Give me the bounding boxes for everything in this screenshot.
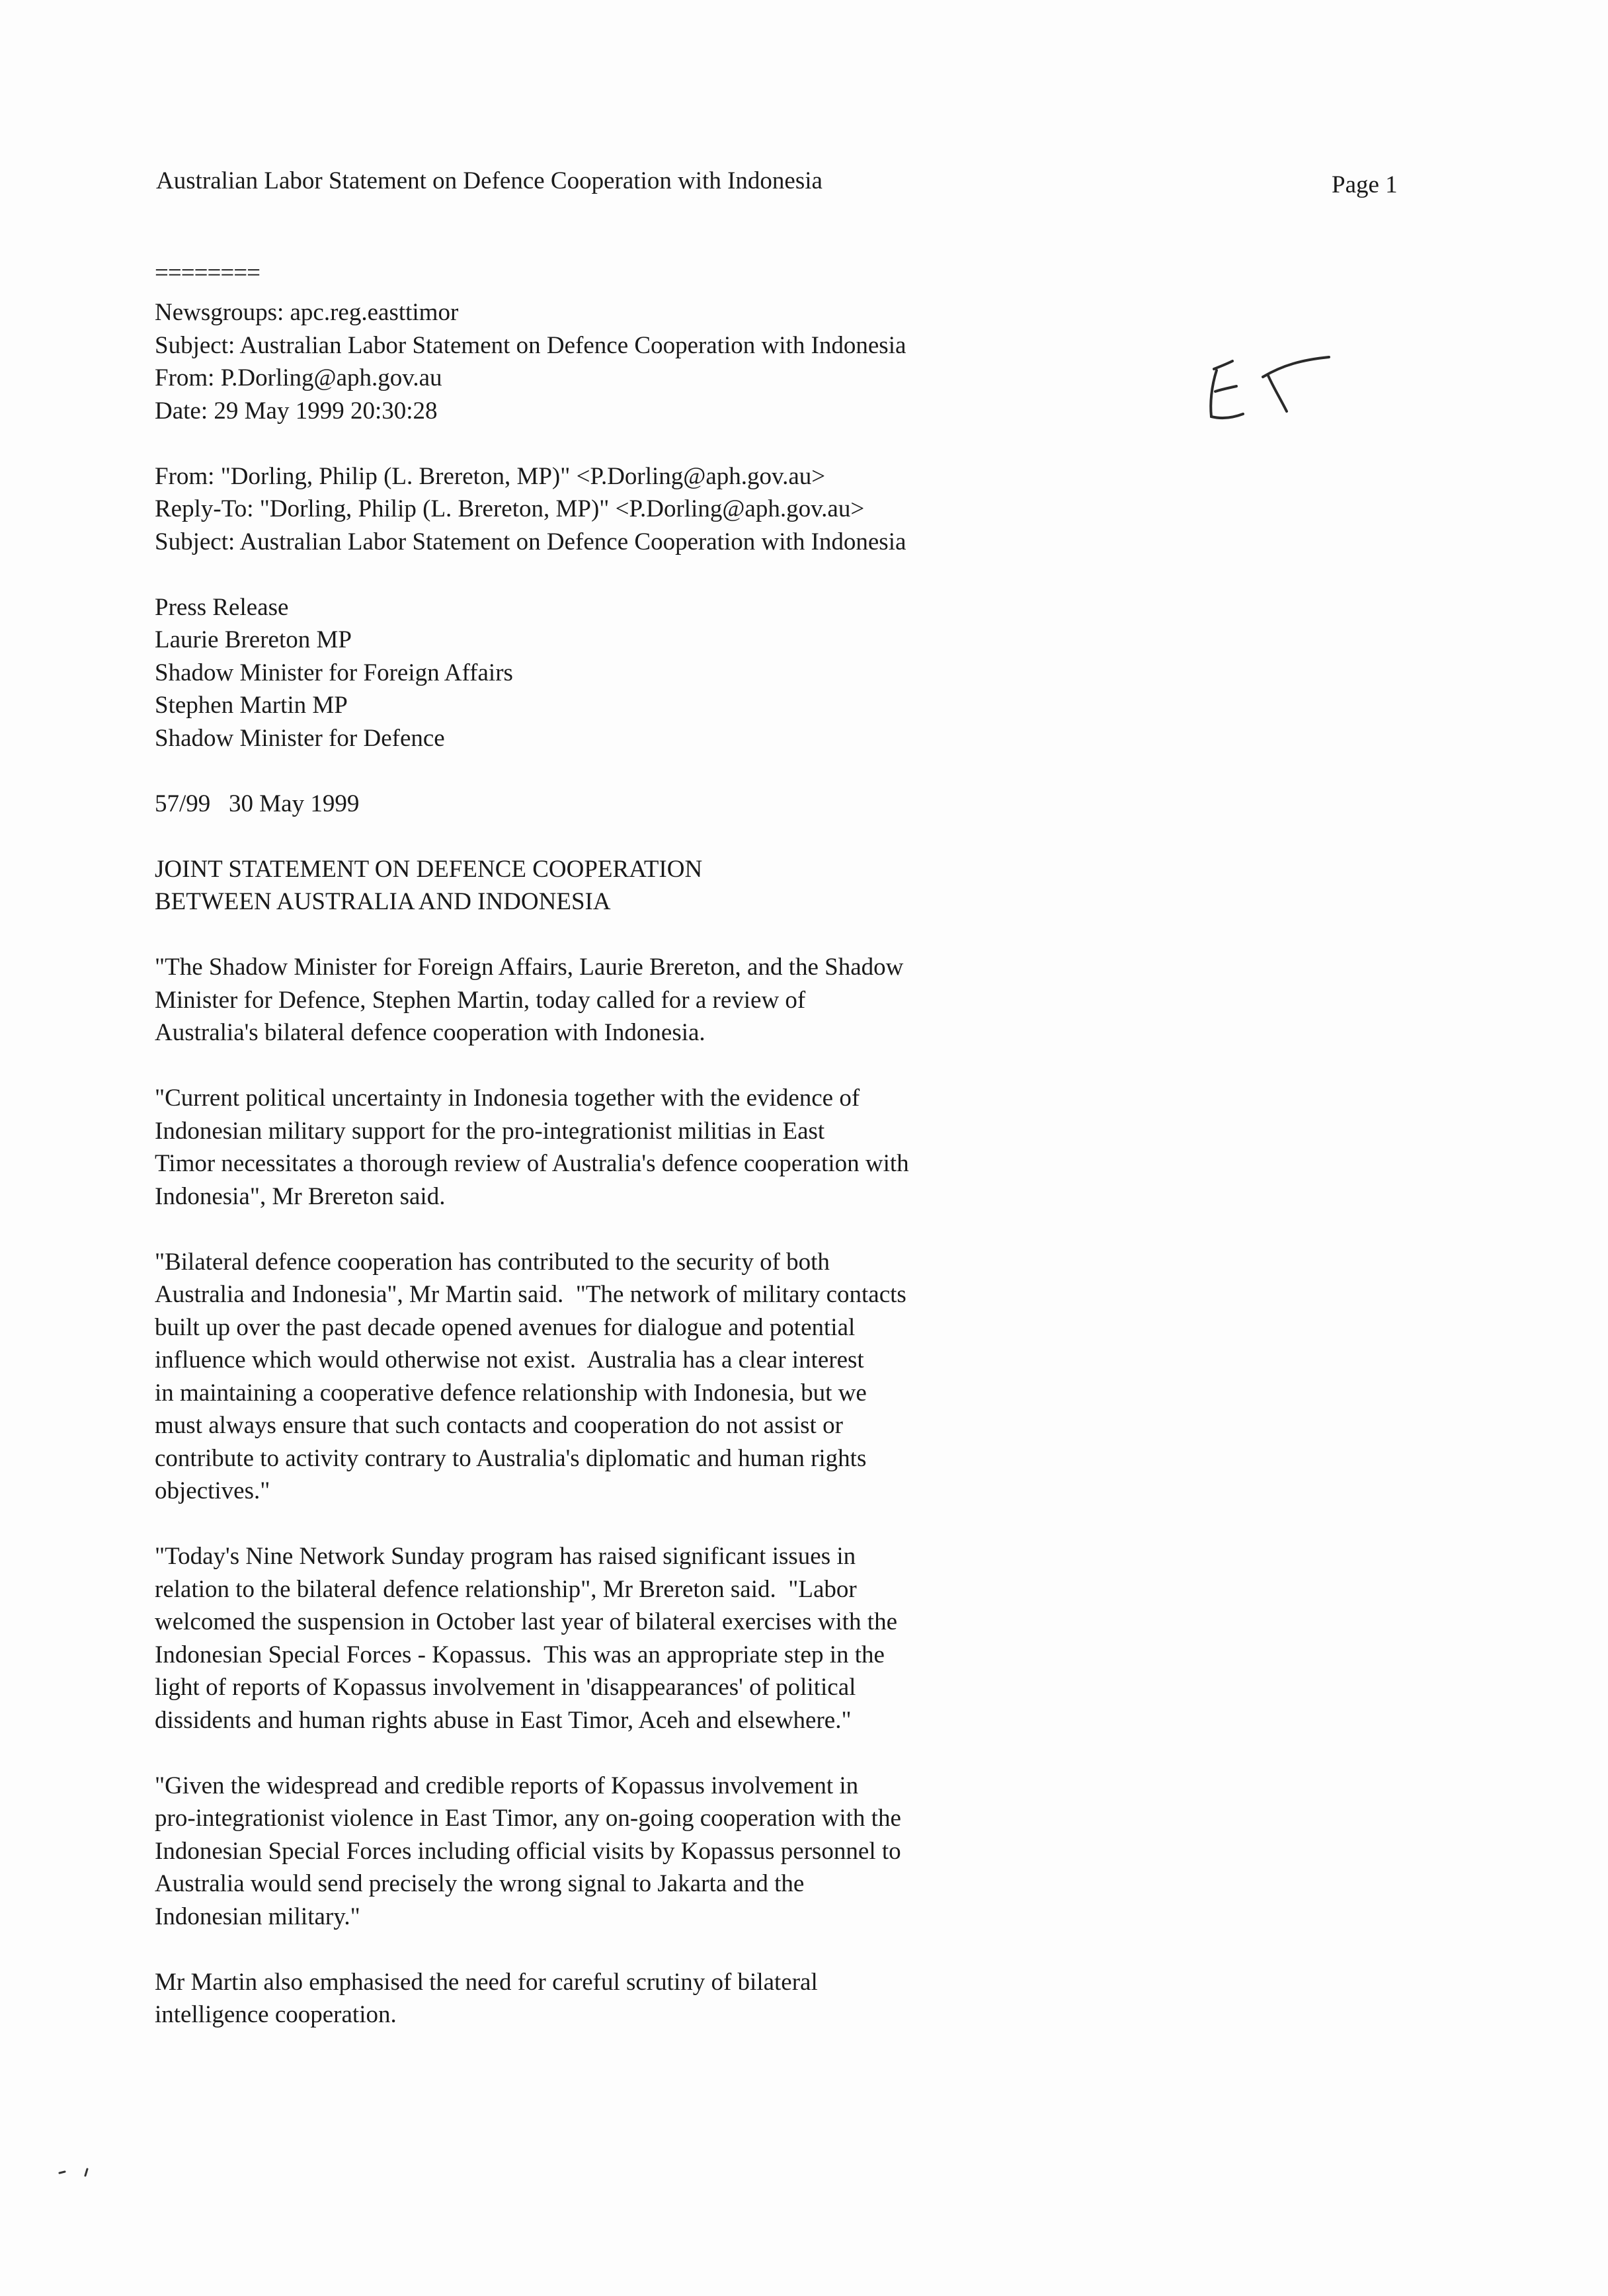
paragraph-line: Mr Martin also emphasised the need for careful scrutiny of bilateral [155,1968,818,1996]
press-release-label: Press Release [155,593,289,621]
coauthor-role: Shadow Minister for Defence [155,724,445,752]
statement-title-line: JOINT STATEMENT ON DEFENCE COOPERATION [155,855,703,883]
mail-header-reply-to: Reply-To: "Dorling, Philip (L. Brereton, MP)" <P.Dorling@aph.gov.au> [155,495,865,522]
paragraph-line: objectives." [155,1477,270,1504]
author-role: Shadow Minister for Foreign Affairs [155,659,513,686]
paragraph-line: "Given the widespread and credible reports of Kopassus involvement in [155,1772,859,1799]
paragraph-line: Australia would send precisely the wrong signal to Jakarta and the [155,1870,805,1897]
paragraph-line: Indonesian military support for the pro-integrationist militias in East [155,1117,825,1145]
paragraph-line: "Bilateral defence cooperation has contributed to the security of both [155,1248,830,1276]
page-number: Page 1 [1332,171,1398,198]
paragraph-line: Australia and Indonesia", Mr Martin said. "The network of military contacts [155,1281,906,1308]
statement-title-line: BETWEEN AUSTRALIA AND INDONESIA [155,888,611,915]
scan-marks [54,2164,94,2180]
mail-header-subject: Subject: Australian Labor Statement on Defence Cooperation with Indonesia [155,528,906,555]
paragraph-line: "Current political uncertainty in Indonesia together with the evidence of [155,1085,860,1112]
paragraph-line: intelligence cooperation. [155,2001,397,2028]
paragraph-line: pro-integrationist violence in East Timor, any on-going cooperation with the [155,1805,901,1832]
author-name: Laurie Brereton MP [155,626,352,653]
spacer [155,1933,1239,1966]
paragraph-line: light of reports of Kopassus involvement in 'disappearances' of political [155,1674,856,1701]
paragraph-line: influence which would otherwise not exist. Australia has a clear interest [155,1346,864,1374]
paragraph-line: Australia's bilateral defence cooperation with Indonesia. [155,1019,705,1046]
paragraph-line: Indonesian military." [155,1903,360,1930]
paragraph [155,1770,1239,1934]
press-release-block [155,591,1239,755]
spacer [155,1049,1239,1083]
release-reference: 57/99 30 May 1999 [155,790,360,817]
handwritten-letter-t [1263,357,1329,411]
mail-headers [155,460,1239,559]
newsgroup-headers [155,296,1239,427]
paragraph-line: built up over the past decade opened avenues for dialogue and potential [155,1313,856,1341]
paragraph-line: welcomed the suspension in October last year of bilateral exercises with the [155,1608,897,1635]
paragraph [155,1966,1239,2031]
spacer [155,558,1239,591]
spacer [155,1213,1239,1246]
paragraph-line: "The Shadow Minister for Foreign Affairs, Laurie Brereton, and the Shadow [155,954,904,981]
spacer [155,1737,1239,1770]
statement-title [155,853,1239,919]
header-subject: Subject: Australian Labor Statement on Defence Cooperation with Indonesia [155,331,906,359]
paragraph-line: Timor necessitates a thorough review of Australia's defence cooperation with [155,1150,909,1177]
header-from: From: P.Dorling@aph.gov.au [155,364,442,391]
header-date: Date: 29 May 1999 20:30:28 [155,397,438,425]
paragraph-line: must always ensure that such contacts and cooperation do not assist or [155,1412,843,1439]
coauthor-name: Stephen Martin MP [155,692,348,719]
handwritten-annotation [1197,350,1336,436]
mail-header-from: From: "Dorling, Philip (L. Brereton, MP)" <P.Dorling@aph.gov.au> [155,462,826,490]
paragraph-line: contribute to activity contrary to Australia's diplomatic and human rights [155,1444,867,1472]
paragraph [155,1082,1239,1213]
handwritten-letter-e [1211,361,1243,418]
spacer [155,755,1239,788]
spacer [155,1508,1239,1541]
paragraph-line: "Today's Nine Network Sunday program has raised significant issues in [155,1543,856,1570]
message-body [155,259,1239,2031]
header-newsgroups: Newsgroups: apc.reg.easttimor [155,299,459,326]
paragraph-line: relation to the bilateral defence relationship", Mr Brereton said. "Labor [155,1575,857,1603]
header-separator: ======== [155,259,260,286]
spacer [155,427,1239,460]
paragraph-line: Minister for Defence, Stephen Martin, today called for a review of [155,986,806,1014]
paragraph-line: Indonesian Special Forces including official visits by Kopassus personnel to [155,1837,901,1865]
paragraph-line: in maintaining a cooperative defence relationship with Indonesia, but we [155,1379,867,1407]
paragraph [155,1246,1239,1508]
spacer [155,820,1239,853]
paragraph-line: Indonesian Special Forces - Kopassus. This was an appropriate step in the [155,1641,885,1668]
spacer [155,919,1239,952]
running-title: Australian Labor Statement on Defence Cooperation with Indonesia [156,167,823,194]
paragraph-line: Indonesia", Mr Brereton said. [155,1182,446,1210]
paragraph [155,1540,1239,1737]
paragraph-line: dissidents and human rights abuse in East Timor, Aceh and elsewhere." [155,1706,852,1734]
paragraph [155,951,1239,1049]
